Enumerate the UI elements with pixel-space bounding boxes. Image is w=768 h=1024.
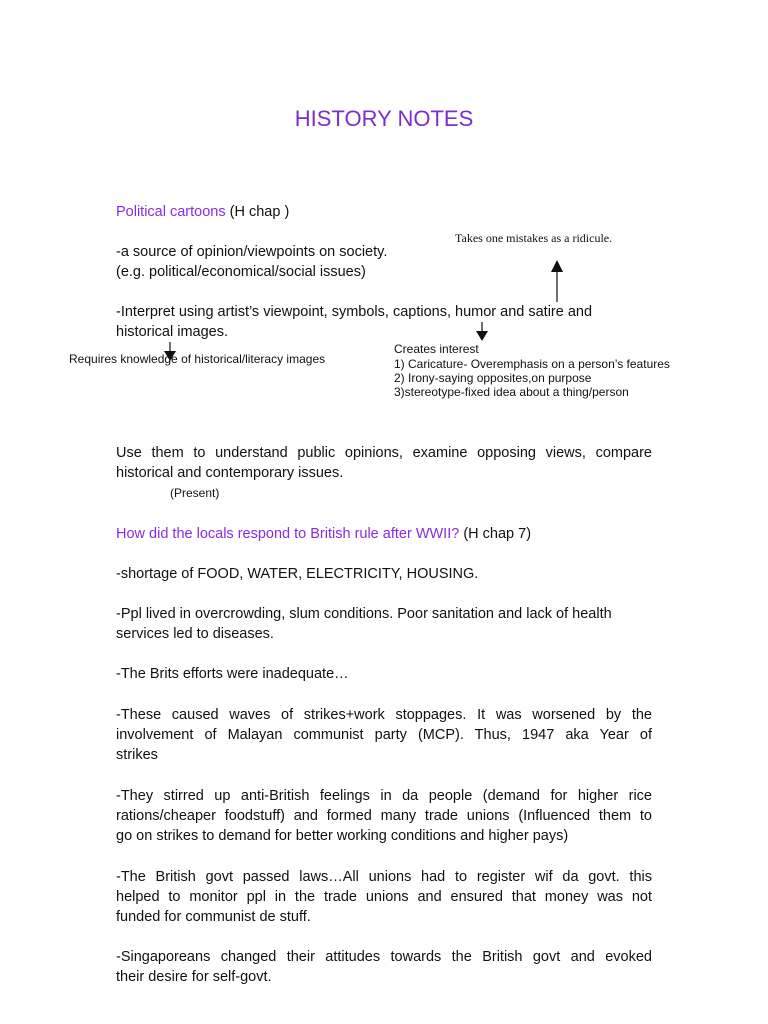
note-creates-interest: Creates interest <box>394 342 479 356</box>
section1-interpret-line1: -Interpret using artist’s viewpoint, symbols, captions, humor and satire and <box>116 304 593 320</box>
paragraph: -The Brits efforts were inadequate… <box>116 666 349 682</box>
paragraph-line: helped to monitor ppl in the trade unions and ensured that money was not <box>116 889 652 905</box>
list-item: 1) Caricature- Overemphasis on a person’s features <box>394 357 670 371</box>
list-item: 3)stereotype-fixed idea about a thing/person <box>394 385 629 399</box>
arrow-up-icon <box>548 258 566 304</box>
note-requires-knowledge: Requires knowledge of historical/literacy images <box>69 352 326 366</box>
paragraph-line: -Ppl lived in overcrowding, slum conditions. Poor sanitation and lack of health <box>116 606 612 622</box>
section1-use-line1: Use them to understand public opinions, examine opposing views, compare <box>116 445 652 461</box>
paragraph-line: rations/cheaper foodstuff) and formed many trade unions (Influenced them to <box>116 808 652 824</box>
paragraph: -shortage of FOOD, WATER, ELECTRICITY, HOUSING. <box>116 566 479 582</box>
paragraph-line: -These caused waves of strikes+work stoppages. It was worsened by the <box>116 707 652 723</box>
section1-heading: Political cartoons <box>116 204 226 220</box>
paragraph-line: funded for communist de stuff. <box>116 909 311 925</box>
section2-heading-ref: (H chap 7) <box>459 526 532 542</box>
section1-interpret-line2: historical images. <box>116 324 229 340</box>
paragraph-line: their desire for self-govt. <box>116 969 272 985</box>
section1-line2: (e.g. political/economical/social issues) <box>116 264 366 280</box>
section2-heading-line <box>116 524 531 544</box>
section1-use-line2: historical and contemporary issues. <box>116 465 344 481</box>
paragraph-line: -They stirred up anti-British feelings in da people (demand for higher rice <box>116 788 652 804</box>
paragraph-line: -Singaporeans changed their attitudes towards the British govt and evoked <box>116 949 652 965</box>
page-title: HISTORY NOTES <box>294 106 474 131</box>
section1-heading-line <box>116 202 289 222</box>
section2-heading: How did the locals respond to British rule after WWII? <box>116 526 460 542</box>
paragraph-line: strikes <box>116 747 158 763</box>
section1-heading-ref: (H chap ) <box>225 204 290 220</box>
list-item: 2) Irony-saying opposites,on purpose <box>394 371 592 385</box>
paragraph-line: services led to diseases. <box>116 626 274 642</box>
paragraph-line: involvement of Malayan communist party (MCP). Thus, 1947 aka Year of <box>116 727 652 743</box>
present-note: (Present) <box>170 486 220 500</box>
section1-line1: -a source of opinion/viewpoints on society. <box>116 244 388 260</box>
arrow-down-icon <box>474 321 490 343</box>
note-takes-mistakes: Takes one mistakes as a ridicule. <box>455 231 613 245</box>
paragraph-line: -The British govt passed laws…All unions had to register wif da govt. this <box>116 869 652 885</box>
paragraph-line: go on strikes to demand for better working conditions and higher pays) <box>116 828 569 844</box>
